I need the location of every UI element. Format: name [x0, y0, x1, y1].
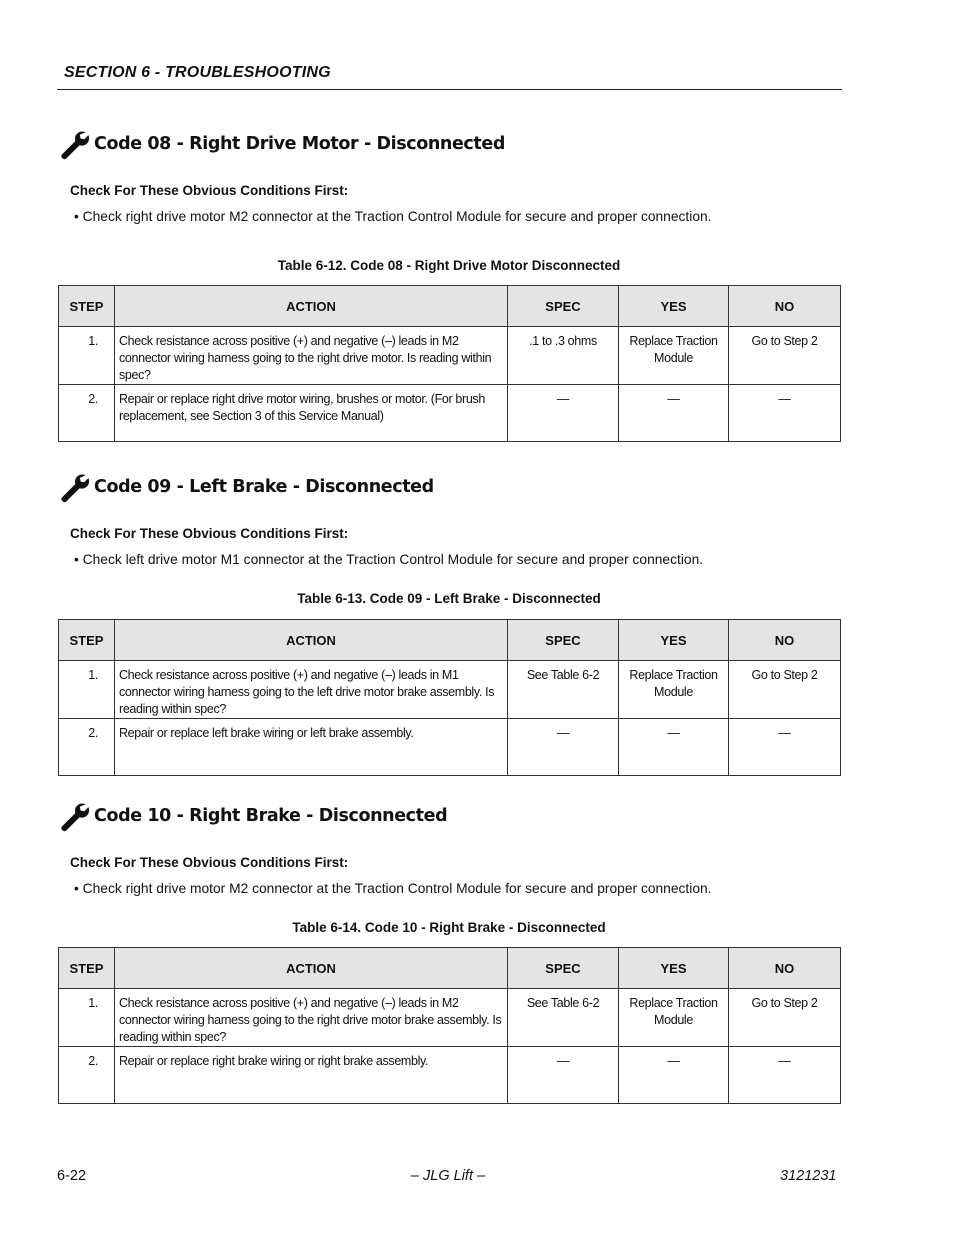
column-header-spec: SPEC — [508, 620, 619, 661]
no-cell: — — [729, 385, 841, 442]
step-cell: 2. — [59, 385, 115, 442]
table-row — [59, 719, 841, 776]
footer-brand: – JLG Lift – — [410, 1168, 486, 1184]
code-title: Code 08 - Right Drive Motor - Disconnected — [94, 134, 505, 154]
action-cell: Repair or replace left brake wiring or left brake assembly. — [115, 719, 508, 776]
column-header-yes: YES — [619, 286, 729, 327]
no-cell: — — [729, 1047, 841, 1104]
wrench-icon — [58, 472, 90, 504]
check-bullet: • Check left drive motor M1 connector at the Traction Control Module for secure and proper connection. — [74, 552, 704, 567]
check-label: Check For These Obvious Conditions First: — [70, 183, 349, 198]
column-header-yes: YES — [619, 948, 729, 989]
column-header-step: STEP — [59, 286, 115, 327]
column-header-action: ACTION — [115, 286, 508, 327]
action-cell: Repair or replace right drive motor wiring, brushes or motor. (For brush replacement, see Section 3 of this Service Manual) — [115, 385, 508, 442]
code-title: Code 09 - Left Brake - Disconnected — [94, 477, 434, 497]
column-header-no: NO — [729, 948, 841, 989]
document-number: 3121231 — [780, 1168, 837, 1184]
wrench-icon — [58, 801, 90, 833]
no-cell: Go to Step 2 — [729, 989, 841, 1047]
column-header-action: ACTION — [115, 948, 508, 989]
no-cell: — — [729, 719, 841, 776]
column-header-spec: SPEC — [508, 286, 619, 327]
no-cell: Go to Step 2 — [729, 327, 841, 385]
code-heading — [58, 472, 840, 506]
spec-cell: See Table 6-2 — [508, 989, 619, 1047]
column-header-yes: YES — [619, 620, 729, 661]
code-09-section — [58, 472, 840, 740]
column-header-action: ACTION — [115, 620, 508, 661]
troubleshooting-table — [58, 947, 841, 1104]
spec-cell: .1 to .3 ohms — [508, 327, 619, 385]
step-cell: 1. — [59, 661, 115, 719]
spec-cell: — — [508, 385, 619, 442]
step-cell: 1. — [59, 327, 115, 385]
action-cell: Check resistance across positive (+) and negative (–) leads in M2 connector wiring harness going to the right drive motor brake assembly. Is reading within spec? — [115, 989, 508, 1047]
spec-cell: — — [508, 1047, 619, 1104]
check-label: Check For These Obvious Conditions First: — [70, 526, 349, 541]
code-heading — [58, 801, 840, 835]
column-header-no: NO — [729, 286, 841, 327]
action-cell: Check resistance across positive (+) and negative (–) leads in M2 connector wiring harness going to the right drive motor. Is reading within spec? — [115, 327, 508, 385]
section-header: SECTION 6 - TROUBLESHOOTING — [64, 64, 331, 81]
code-title: Code 10 - Right Brake - Disconnected — [94, 806, 448, 826]
table-row — [59, 989, 841, 1047]
check-bullet: • Check right drive motor M2 connector at the Traction Control Module for secure and proper connection. — [74, 209, 712, 224]
yes-cell: Replace Traction Module — [619, 989, 729, 1047]
spec-cell: — — [508, 719, 619, 776]
header-divider — [57, 89, 842, 90]
table-row — [59, 661, 841, 719]
column-header-spec: SPEC — [508, 948, 619, 989]
code-10-section — [58, 801, 840, 1068]
table-row — [59, 1047, 841, 1104]
wrench-icon — [58, 129, 90, 161]
code-08-section — [58, 129, 840, 423]
page-number: 6-22 — [57, 1168, 87, 1184]
action-cell: Repair or replace right brake wiring or right brake assembly. — [115, 1047, 508, 1104]
column-header-step: STEP — [59, 620, 115, 661]
column-header-no: NO — [729, 620, 841, 661]
table-caption: Table 6-12. Code 08 - Right Drive Motor Disconnected — [277, 258, 621, 273]
table-row — [59, 385, 841, 442]
troubleshooting-table — [58, 619, 841, 776]
no-cell: Go to Step 2 — [729, 661, 841, 719]
step-cell: 2. — [59, 1047, 115, 1104]
check-label: Check For These Obvious Conditions First: — [70, 855, 349, 870]
code-heading — [58, 129, 840, 163]
yes-cell: Replace Traction Module — [619, 327, 729, 385]
step-cell: 2. — [59, 719, 115, 776]
table-caption: Table 6-14. Code 10 - Right Brake - Disconnected — [292, 920, 606, 935]
table-caption: Table 6-13. Code 09 - Left Brake - Disconnected — [297, 591, 601, 606]
table-row — [59, 327, 841, 385]
troubleshooting-table — [58, 285, 841, 442]
column-header-step: STEP — [59, 948, 115, 989]
step-cell: 1. — [59, 989, 115, 1047]
yes-cell: Replace Traction Module — [619, 661, 729, 719]
yes-cell: — — [619, 385, 729, 442]
yes-cell: — — [619, 719, 729, 776]
action-cell: Check resistance across positive (+) and negative (–) leads in M1 connector wiring harness going to the left drive motor brake assembly. Is reading within spec? — [115, 661, 508, 719]
yes-cell: — — [619, 1047, 729, 1104]
spec-cell: See Table 6-2 — [508, 661, 619, 719]
check-bullet: • Check right drive motor M2 connector at the Traction Control Module for secure and proper connection. — [74, 881, 712, 896]
